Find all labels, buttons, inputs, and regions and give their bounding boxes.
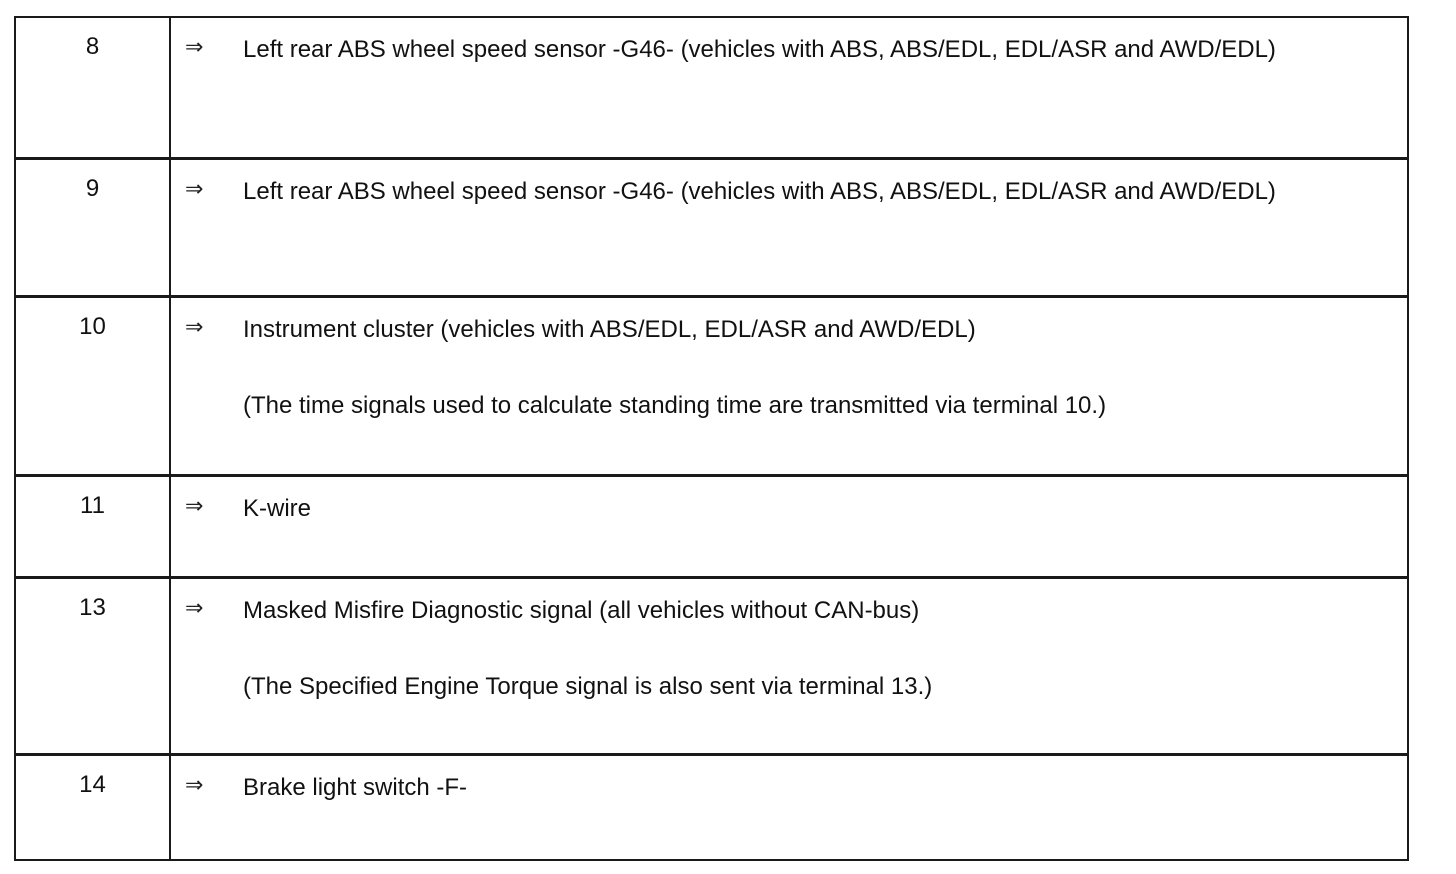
terminal-number: 13 (15, 577, 170, 754)
table-row (15, 158, 1408, 296)
table-row (15, 754, 1408, 860)
terminal-description-cell (170, 577, 1408, 754)
terminal-number: 14 (15, 754, 170, 860)
terminal-number: 10 (15, 296, 170, 475)
terminal-table (14, 16, 1409, 861)
terminal-number: 9 (15, 158, 170, 296)
table-row (15, 577, 1408, 754)
table-row (15, 17, 1408, 158)
terminal-description-cell (170, 754, 1408, 860)
terminal-description: Masked Misfire Diagnostic signal (all vehicles without CAN-bus) (243, 596, 920, 624)
terminal-description: Brake light switch -F- (243, 773, 468, 801)
arrow-right-icon: ⇒ (185, 772, 204, 798)
terminal-description: K-wire (243, 494, 312, 522)
terminal-number: 8 (15, 17, 170, 158)
terminal-description-cell (170, 17, 1408, 158)
table-row (15, 475, 1408, 577)
arrow-right-icon: ⇒ (185, 493, 204, 519)
terminal-description-cell (170, 158, 1408, 296)
terminal-note: (The time signals used to calculate standing time are transmitted via terminal 10.) (243, 391, 1107, 419)
arrow-right-icon: ⇒ (185, 314, 204, 340)
terminal-description: Left rear ABS wheel speed sensor -G46- (vehicles with ABS, ABS/EDL, EDL/ASR and AWD/EDL) (243, 177, 1276, 205)
terminal-description: Instrument cluster (vehicles with ABS/EDL, EDL/ASR and AWD/EDL) (243, 315, 976, 343)
terminal-description: Left rear ABS wheel speed sensor -G46- (vehicles with ABS, ABS/EDL, EDL/ASR and AWD/EDL) (243, 36, 1276, 63)
arrow-right-icon: ⇒ (185, 176, 204, 202)
arrow-right-icon: ⇒ (185, 595, 204, 621)
terminal-description-cell (170, 475, 1408, 577)
arrow-right-icon: ⇒ (185, 35, 204, 60)
table-row (15, 296, 1408, 475)
terminal-description-cell (170, 296, 1408, 475)
terminal-note: (The Specified Engine Torque signal is also sent via terminal 13.) (243, 672, 933, 700)
terminal-number: 11 (15, 475, 170, 577)
